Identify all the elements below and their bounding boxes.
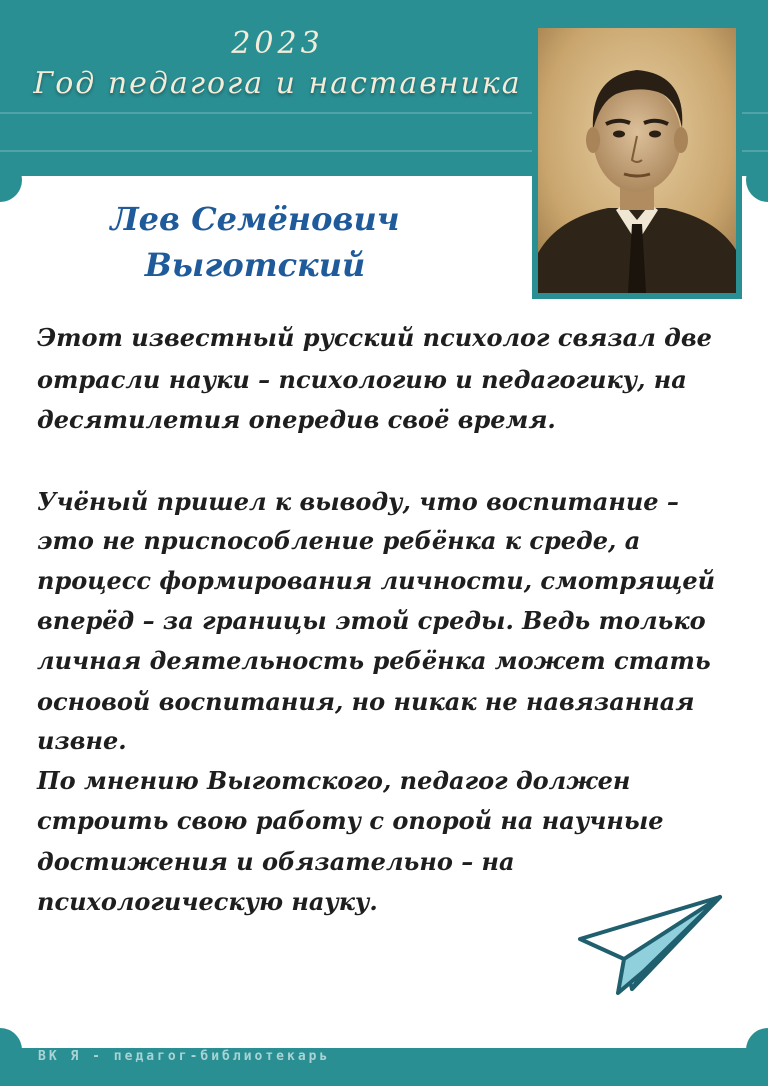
paper-plane-icon <box>578 893 724 997</box>
body-line: извне. <box>37 726 127 755</box>
header-year: 2023 <box>231 26 324 61</box>
body-line: десятилетия опередив своё время. <box>37 405 556 434</box>
body-line: психологическую науку. <box>37 887 378 916</box>
body-line: личная деятельность ребёнка может стать <box>37 646 711 675</box>
body-line: достижения и обязательно – на <box>37 847 515 876</box>
header-title: Год педагога и наставника <box>33 66 522 101</box>
body-line: строить свою работу с опорой на научные <box>37 806 664 835</box>
body-line: основой воспитания, но никак не навязанная <box>37 687 695 716</box>
body-line: это не приспособление ребёнка к среде, а <box>37 526 641 555</box>
portrait-photo <box>538 28 736 293</box>
body-line: Этот известный русский психолог связал две <box>37 323 712 352</box>
body-line: Учёный пришел к выводу, что воспитание – <box>37 487 679 516</box>
body-line: По мнению Выготского, педагог должен <box>37 766 631 795</box>
body-line: отрасли науки – психологию и педагогику, на <box>37 365 687 394</box>
footer-text: ВК Я - педагог-библиотекарь <box>38 1049 331 1064</box>
person-name-last: Выготский <box>144 246 366 284</box>
body-line: вперёд – за границы этой среды. Ведь только <box>37 606 706 635</box>
body-line: процесс формирования личности, смотрящей <box>37 566 716 595</box>
person-name-first: Лев Семёнович <box>110 200 400 238</box>
